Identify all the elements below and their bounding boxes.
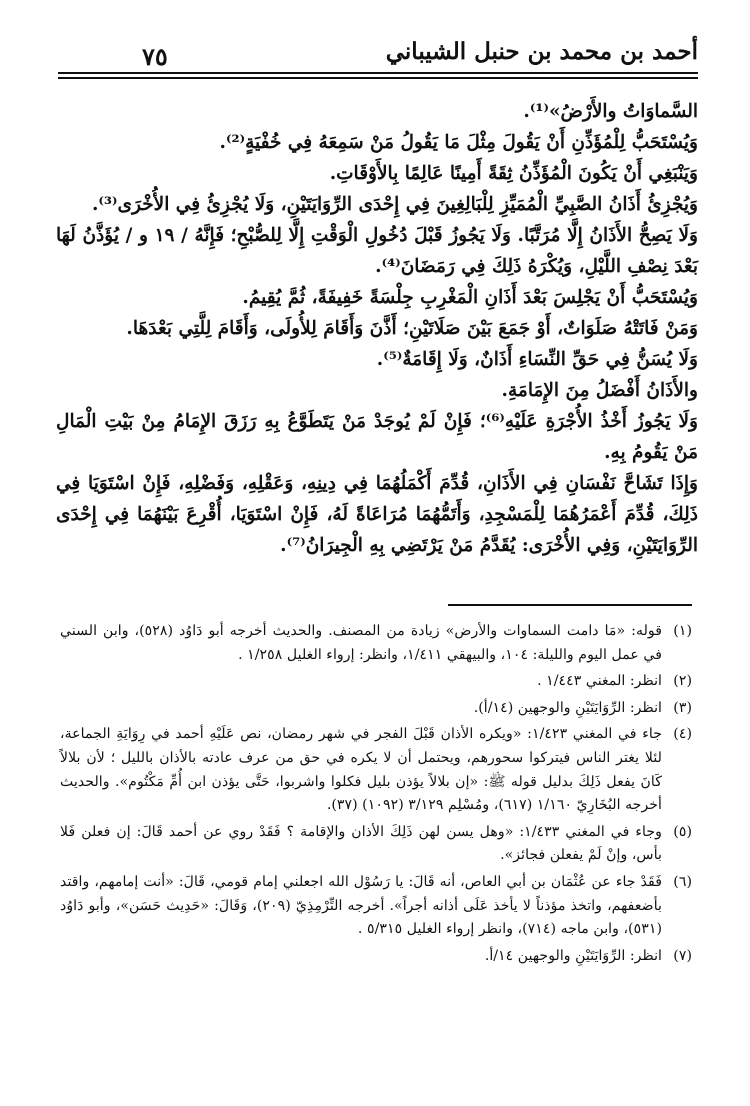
paragraph: والأَذَانُ أَفْضَلُ مِنَ الإِمَامَةِ.	[501, 380, 698, 401]
footnote-text: انظر: المغني ١/٤٤٣ .	[537, 673, 662, 690]
footnote-number: (٣)	[673, 699, 692, 716]
paragraph: وَيُسْتَحَبُّ أَنْ يَجْلِسَ بَعْدَ أَذَانِ الْمَغْرِبِ جِلْسَةً خَفِيفَةً، ثُمَّ يُقِيمُ.	[242, 287, 698, 308]
footnote	[60, 871, 692, 942]
footnote	[60, 821, 692, 868]
footnote-number: (١)	[673, 623, 692, 639]
footnote-number: (٥)	[673, 823, 692, 840]
running-header	[58, 34, 698, 86]
paragraph: وَمَنْ فَاتَتْهُ صَلَوَاتٌ، أَوْ جَمَعَ بَيْنَ صَلَاتَيْنِ؛ أَذَّنَ وَأَقَامَ لِلأُولَى، وَأَقَامَ لِلَّتِي بَعْدَهَا.	[126, 318, 698, 339]
footnote	[60, 945, 692, 969]
footnote-text: فَقَدْ جاء عن عُثْمَان بن أبي العاص، أنه قَالَ: يا رَسُوْل الله اجعلني إمام قومي، قَالَ: «أنت إمامهم، واقتد بأضعفهم، واتخذ مؤذناً لا يأخذ عَلَى أذانه أجراً». أخرجه التِّرْمِذِيّ (٢٠٩)، وَقَالَ: «حَدِيث حَسَن»، وأبو دَاوُد (٥٣١)، وابن ماجه (٧١٤)، وانظر إرواء الغليل ٥/٣١٥ .	[60, 873, 662, 938]
footnote-number: (٧)	[673, 947, 692, 964]
main-text	[56, 96, 698, 561]
paragraph: وَيُجْزِئُ أَذَانُ الصَّبِيِّ الْمُمَيِّزِ لِلْبَالِغِينَ فِي إِحْدَى الرِّوَايَتَيْنِ، وَلَا يُجْزِئُ فِي الأُخْرَى⁽³⁾.	[91, 194, 698, 215]
footnote-text: قوله: «مَا دامت السماوات والأرض» زيادة من المصنف. والحديث أخرجه أبو دَاوُد (٥٢٨)، وابن السني في عمل اليوم والليلة: ١٠٤، والبيهقي ١/٤١١، وانظر: إرواء الغليل ١/٢٥٨ .	[60, 623, 663, 663]
footnote-text: جاء في المغني ١/٤٢٣: «ويكره الأذان قَبْلَ الفجر في شهر رمضان، نص عَلَيْهِ أحمد في رِوَايَةِ الجماعة، لئلا يغتر الناس فيتركوا سحورهم، ويحتمل أن لا يكره في حق من عرف عادته بالأذان بالليل ؛ لأن بلالاً كَانَ يفعل ذَلِكَ بدليل قوله ﷺ: «إن بلالاً يؤذن بليل فكلوا واشربوا، حَتَّى يؤذن ابن أُمِّ مَكْتُوم». والحديث أخرجه البُخَارِيّ ١/١٦٠ (٦١٧)، ومُسْلِم ٣/١٢٩ (١٠٩٢) (٣٧).	[60, 726, 663, 814]
header-rule	[58, 77, 698, 79]
footnote	[60, 723, 692, 817]
footnote-text: وجاء في المغني ١/٤٣٣: «وهل يسن لهن ذَلِكَ الأذان والإقامة ؟ فَقَدْ روي عن أحمد قَالَ: إن فعلن فَلا بأس، وإنْ لَمْ يفعلن فجائز».	[60, 823, 662, 864]
footnote-text: انظر: الرِّوَايَتَيْنِ والوجهين (١٤/أ).	[473, 699, 662, 716]
footnote-number: (٢)	[673, 673, 692, 690]
footnote	[60, 670, 692, 694]
paragraph: وَلَا يَجُوزُ أَخْذُ الأُجْرَةِ عَلَيْهِ⁽⁶⁾؛ فَإِنْ لَمْ يُوجَدْ مَنْ يَتَطَوَّعُ بِهِ رَزَقَ الإِمَامُ مِنْ بَيْتِ الْمَالِ مَنْ يَقُومُ بِهِ.	[56, 411, 698, 463]
paragraph: وَيُسْتَحَبُّ لِلْمُؤَذِّنِ أَنْ يَقُولَ مِثْلَ مَا يَقُولُ مَنْ سَمِعَهُ فِي خُفْيَةٍ⁽²⁾.	[219, 132, 698, 153]
footnote-separator	[448, 604, 692, 606]
header-rule	[58, 72, 698, 74]
page-number: ٧٥	[142, 42, 168, 71]
running-title: أحمد بن محمد بن حنبل الشيباني	[385, 38, 698, 65]
footnotes	[60, 620, 692, 971]
footnote-number: (٦)	[673, 873, 692, 890]
footnote	[60, 697, 692, 721]
paragraph: وَلَا يَصِحُّ الأَذَانُ إِلَّا مُرَتَّبًا. وَلَا يَجُوزُ قَبْلَ دُخُولِ الْوَقْتِ إِلَّا لِلصُّبْحِ؛ فَإِنَّهُ / ١٩ و / يُؤَذَّنُ لَهَا بَعْدَ نِصْفِ اللَّيْلِ، وَيُكْرَهُ ذَلِكَ فِي رَمَضَانَ⁽⁴⁾.	[56, 225, 698, 277]
footnote-number: (٤)	[673, 726, 692, 743]
paragraph: وَلَا يُسَنُّ فِي حَقِّ النِّسَاءِ أَذَانٌ، وَلَا إِقَامَةٌ⁽⁵⁾.	[376, 349, 698, 370]
paragraph: السَّماوَاتُ والأَرْضُ»⁽¹⁾.	[523, 101, 698, 122]
footnote	[60, 620, 692, 667]
paragraph: وَإِذَا تَشَاحَّ نَفْسَانِ فِي الأَذَانِ، قُدِّمَ أَكْمَلُهُمَا فِي دِينِهِ، وَعَقْلِهِ، وَفَضْلِهِ، فَإِنْ اسْتَوَيَا فِي ذَلِكَ، قُدِّمَ أَعْمَرُهُمَا لِلْمَسْجِدِ، وَأَتَمُّهُمَا مُرَاعَاةً لَهُ، فَإِنْ اسْتَوَيَا، أُقْرِعَ بَيْنَهُمَا فِي إِحْدَى الرِّوَايَتَيْنِ، وَفِي الأُخْرَى: يُقَدَّمُ مَنْ يَرْتَضِي بِهِ الْجِيرَانُ⁽⁷⁾.	[56, 473, 698, 556]
footnote-text: انظر: الرِّوَايَتَيْنِ والوجهين ١٤/أ.	[484, 947, 662, 964]
paragraph: وَيَنْبَغِي أَنْ يَكُونَ الْمُؤَذِّنُ ثِقَةً أَمِينًا عَالِمًا بِالأَوْقَاتِ.	[329, 163, 698, 184]
